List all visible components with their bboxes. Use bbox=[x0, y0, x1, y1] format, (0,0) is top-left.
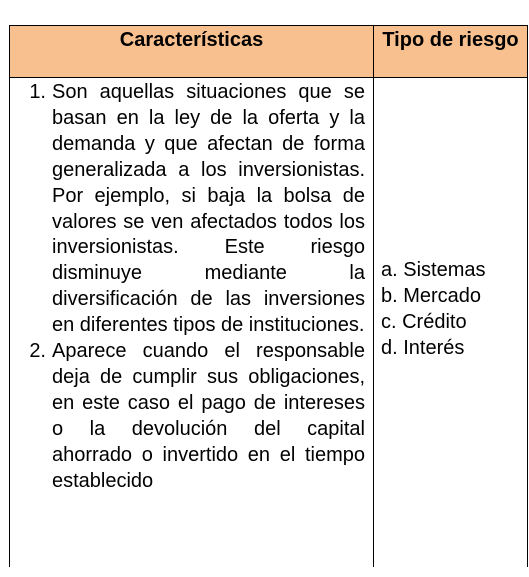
characteristic-item-2 bbox=[10, 339, 365, 494]
header-characteristics: Características bbox=[10, 26, 374, 78]
characteristics-list bbox=[10, 78, 373, 495]
item-text: Son aquellas situaciones que se basan en la ley de la oferta y la demanda y que afectan de forma generalizada a los inversionistas. Por ejemplo, si baja la bolsa de valores se ven afectados todos los inversionistas. Este riesgo disminuye mediante la diversificación de las inversiones en diferentes tipos de instituciones. bbox=[52, 81, 365, 337]
header-risk-type: Tipo de riesgo bbox=[374, 26, 528, 78]
risk-option-d: d. Interés bbox=[381, 336, 465, 359]
risk-type-options bbox=[374, 78, 527, 362]
item-text: Aparece cuando el responsable deja de cumplir sus obligaciones, en este caso el pago de intereses o la devolución del capital ahorrado o invertido en el tiempo establecido bbox=[52, 340, 365, 492]
characteristic-item-1 bbox=[10, 80, 365, 339]
characteristics-cell bbox=[10, 78, 374, 568]
risk-option-a: a. Sistemas bbox=[381, 259, 486, 281]
risk-option-c: c. Crédito bbox=[381, 310, 467, 333]
table-body-row bbox=[10, 78, 528, 568]
risk-type-cell bbox=[374, 78, 528, 568]
table-header-row bbox=[10, 26, 528, 78]
risk-types-table bbox=[9, 25, 528, 567]
item-number: 2. bbox=[29, 340, 46, 363]
risk-option-b: b. Mercado bbox=[381, 284, 482, 307]
item-number: 1. bbox=[29, 81, 46, 103]
